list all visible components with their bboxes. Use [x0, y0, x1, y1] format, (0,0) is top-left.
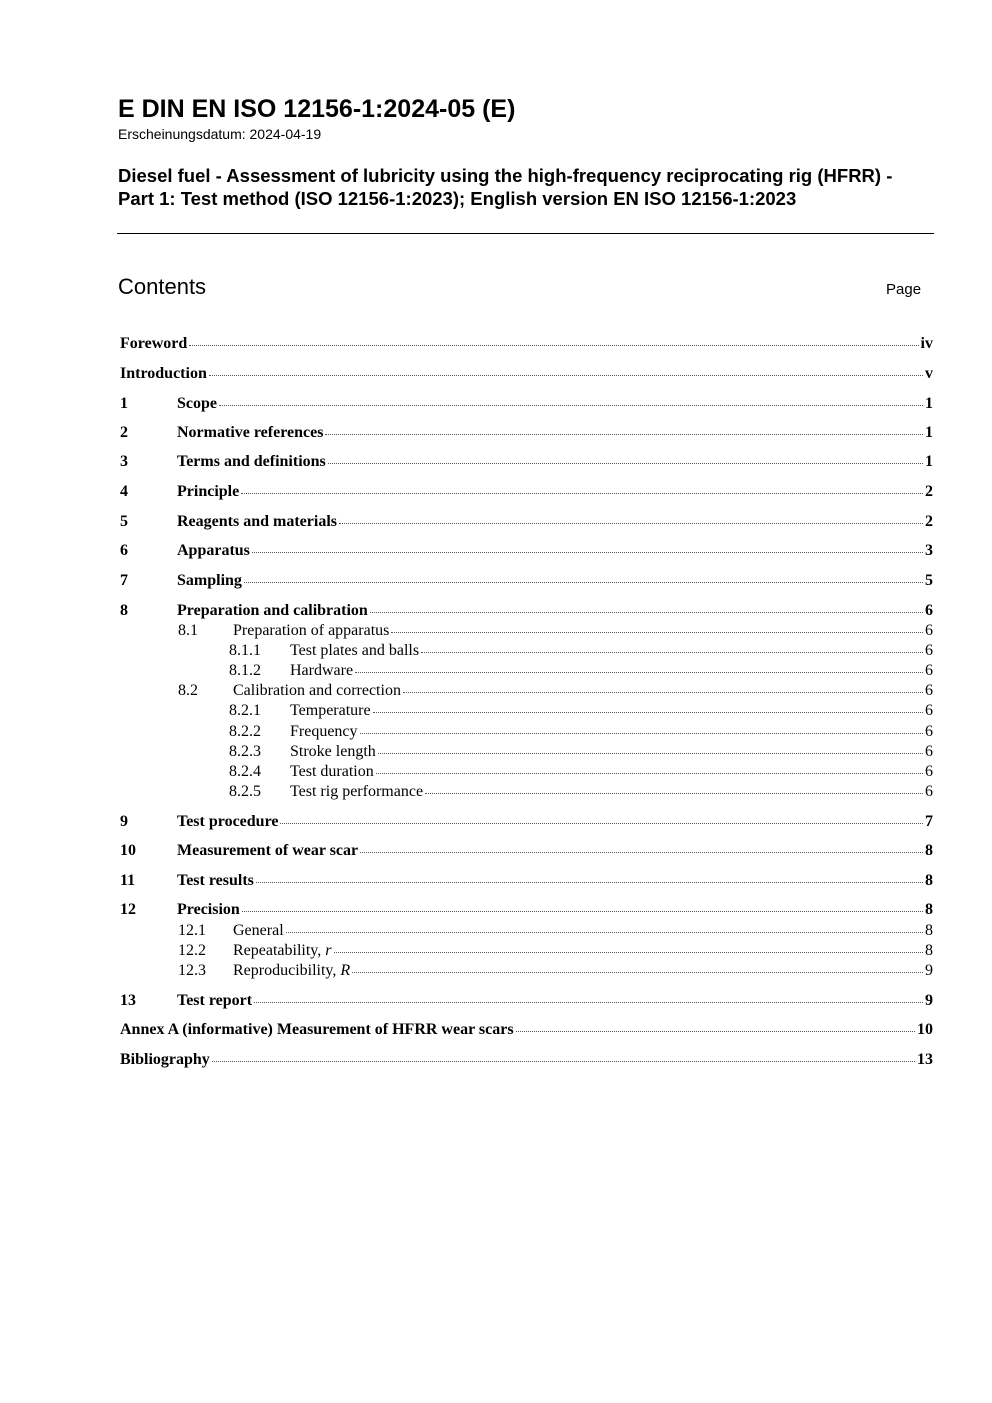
- dot-leader: [370, 612, 923, 613]
- toc-entry-title: Measurement of wear scar: [177, 842, 359, 859]
- toc-entry-page: 10: [917, 1021, 933, 1038]
- document-title: Diesel fuel - Assessment of lubricity using the high-frequency reciprocating rig (HFRR) - Part 1: Test method (ISO 12156-1:2023); English version EN ISO 12156-1:2023: [118, 165, 893, 209]
- dot-leader: [421, 652, 923, 653]
- dot-leader: [373, 712, 923, 713]
- dot-leader: [376, 773, 923, 774]
- toc-entry-page: 9: [925, 962, 933, 979]
- toc-entry[interactable]: [120, 452, 933, 472]
- toc-entry-title: Test results: [177, 872, 254, 889]
- toc-entry[interactable]: [120, 991, 933, 1011]
- toc-entry-title: Frequency: [290, 723, 358, 740]
- toc-entry-title: General: [233, 922, 284, 939]
- toc-entry-number: 8.2.1: [229, 702, 261, 719]
- toc-entry-title: Preparation of apparatus: [233, 622, 390, 639]
- toc-entry-number: 7: [120, 572, 128, 589]
- toc-entry[interactable]: [120, 722, 933, 742]
- dot-leader: [355, 672, 923, 673]
- toc-entry-number: 4: [120, 483, 128, 500]
- toc-entry[interactable]: [120, 841, 933, 861]
- toc-entry[interactable]: [120, 742, 933, 762]
- toc-entry-page: 2: [925, 483, 933, 500]
- toc-entry-number: 8.2.4: [229, 763, 261, 780]
- toc-entry-page: 6: [925, 602, 933, 619]
- toc-entry-number: 8.1: [178, 622, 198, 639]
- toc-entry-number: 1: [120, 395, 128, 412]
- toc-entry-page: 13: [917, 1051, 933, 1068]
- toc-entry-title: Annex A (informative) Measurement of HFRR wear scars: [120, 1021, 514, 1038]
- toc-entry-title: Hardware: [290, 662, 354, 679]
- dot-leader: [352, 972, 923, 973]
- contents-heading: Contents: [118, 274, 207, 299]
- dot-leader: [254, 1002, 923, 1003]
- toc-entry-title: Apparatus: [177, 542, 250, 559]
- toc-entry-page: 8: [925, 872, 933, 889]
- toc-entry[interactable]: [120, 1020, 933, 1040]
- toc-entry[interactable]: [120, 900, 933, 920]
- toc-entry-page: 6: [925, 763, 933, 780]
- toc-entry-number: 8.1.2: [229, 662, 261, 679]
- toc-entry-number: 2: [120, 424, 128, 441]
- toc-entry-number: 3: [120, 453, 128, 470]
- toc-entry[interactable]: [120, 941, 933, 961]
- toc-entry[interactable]: [120, 482, 933, 502]
- dot-leader: [378, 753, 923, 754]
- toc-entry-page: 9: [925, 992, 933, 1009]
- toc-entry-title: Test procedure: [177, 813, 279, 830]
- toc-entry-page: 7: [925, 813, 933, 830]
- toc-entry-page: 6: [925, 662, 933, 679]
- dot-leader: [244, 582, 923, 583]
- toc-entry-title: Preparation and calibration: [177, 602, 368, 619]
- toc-entry-page: 6: [925, 723, 933, 740]
- toc-entry-number: 13: [120, 992, 136, 1009]
- dot-leader: [280, 823, 923, 824]
- toc-entry[interactable]: [120, 1050, 933, 1070]
- dot-leader: [286, 932, 923, 933]
- toc-entry-page: 6: [925, 622, 933, 639]
- toc-entry-number: 8.2.3: [229, 743, 261, 760]
- toc-entry[interactable]: [120, 921, 933, 941]
- toc-entry-title: Reproducibility, R: [233, 962, 351, 979]
- dot-leader: [325, 434, 923, 435]
- toc-entry-title: Sampling: [177, 572, 242, 589]
- toc-entry-title: Calibration and correction: [233, 682, 401, 699]
- toc-entry-page: 6: [925, 682, 933, 699]
- toc-entry-page: 8: [925, 842, 933, 859]
- document-id: E DIN EN ISO 12156-1:2024-05 (E): [118, 95, 516, 123]
- dot-leader: [212, 1061, 915, 1062]
- toc-entry[interactable]: [120, 812, 933, 832]
- toc-entry[interactable]: [120, 681, 933, 701]
- toc-entry-number: 5: [120, 513, 128, 530]
- toc-entry[interactable]: [120, 641, 933, 661]
- toc-entry-number: 12.3: [178, 962, 206, 979]
- toc-entry-page: 1: [925, 424, 933, 441]
- toc-entry-page: v: [925, 365, 933, 382]
- dot-leader: [241, 493, 923, 494]
- dot-leader: [242, 911, 923, 912]
- dot-leader: [189, 345, 918, 346]
- toc-entry-page: 6: [925, 642, 933, 659]
- toc-entry[interactable]: [120, 961, 933, 981]
- toc-entry[interactable]: [120, 571, 933, 591]
- toc-entry-page: 8: [925, 901, 933, 918]
- publication-date: Erscheinungsdatum: 2024-04-19: [118, 126, 322, 142]
- toc-entry[interactable]: [120, 701, 933, 721]
- toc-entry-number: 8.1.1: [229, 642, 261, 659]
- toc-entry-title: Test rig performance: [290, 783, 424, 800]
- title-divider: [117, 233, 934, 234]
- toc-entry-title: Stroke length: [290, 743, 376, 760]
- toc-entry-number: 11: [120, 872, 136, 889]
- toc-entry-page: 5: [925, 572, 933, 589]
- toc-entry[interactable]: [120, 423, 933, 443]
- dot-leader: [339, 523, 923, 524]
- toc-entry-title: Test report: [177, 992, 253, 1009]
- toc-entry-title: Repeatability, r: [233, 942, 332, 959]
- toc-entry-title: Scope: [177, 395, 217, 412]
- toc-entry-title: Normative references: [177, 424, 324, 441]
- dot-leader: [391, 632, 923, 633]
- toc-entry-variable: R: [340, 962, 351, 979]
- toc-entry-page: 3: [925, 542, 933, 559]
- toc-entry[interactable]: [120, 661, 933, 681]
- page-column-label: Page: [886, 281, 922, 298]
- toc-entry[interactable]: [120, 601, 933, 621]
- toc-entry-number: 8.2.2: [229, 723, 261, 740]
- toc-entry-title: Principle: [177, 483, 240, 500]
- toc-entry-page: iv: [920, 335, 933, 352]
- toc-entry[interactable]: [120, 364, 933, 384]
- toc-entry-title: Introduction: [120, 365, 207, 382]
- toc-entry-number: 8.2.5: [229, 783, 261, 800]
- dot-leader: [219, 405, 923, 406]
- toc-entry-title: Temperature: [290, 702, 371, 719]
- dot-leader: [334, 952, 924, 953]
- toc-entry-variable: r: [325, 942, 332, 959]
- toc-entry-title: Terms and definitions: [177, 453, 326, 470]
- toc-entry-title: Reagents and materials: [177, 513, 337, 530]
- toc-entry-number: 8: [120, 602, 128, 619]
- toc-entry[interactable]: [120, 394, 933, 414]
- toc-entry-number: 9: [120, 813, 128, 830]
- toc-entry-title: Bibliography: [120, 1051, 210, 1068]
- dot-leader: [252, 552, 923, 553]
- toc-entry-title: Test plates and balls: [290, 642, 420, 659]
- dot-leader: [360, 852, 923, 853]
- toc-entry[interactable]: [120, 871, 933, 891]
- toc-entry-page: 8: [925, 942, 933, 959]
- toc-entry-title: Foreword: [120, 335, 188, 352]
- toc-entry[interactable]: [120, 512, 933, 532]
- dot-leader: [403, 692, 923, 693]
- dot-leader: [328, 463, 923, 464]
- dot-leader: [256, 882, 923, 883]
- dot-leader: [516, 1031, 915, 1032]
- toc-entry-number: 10: [120, 842, 136, 859]
- toc-entry-title: Precision: [177, 901, 240, 918]
- toc-entry-page: 6: [925, 743, 933, 760]
- toc-entry[interactable]: [120, 334, 933, 354]
- dot-leader: [209, 375, 923, 376]
- toc-entry-number: 12.1: [178, 922, 206, 939]
- toc-entry[interactable]: [120, 621, 933, 641]
- toc-entry-number: 6: [120, 542, 128, 559]
- toc-entry-number: 8.2: [178, 682, 198, 699]
- toc-entry-title: Test duration: [290, 763, 374, 780]
- toc-entry-page: 2: [925, 513, 933, 530]
- toc-entry[interactable]: [120, 541, 933, 561]
- dot-leader: [425, 793, 923, 794]
- toc-entry[interactable]: [120, 782, 933, 802]
- toc-entry-page: 1: [925, 395, 933, 412]
- toc-entry-page: 6: [925, 702, 933, 719]
- toc-entry-page: 8: [925, 922, 933, 939]
- dot-leader: [360, 733, 923, 734]
- toc-entry-number: 12: [120, 901, 136, 918]
- toc-entry-page: 6: [925, 783, 933, 800]
- toc-entry[interactable]: [120, 762, 933, 782]
- toc-entry-number: 12.2: [178, 942, 206, 959]
- toc-entry-page: 1: [925, 453, 933, 470]
